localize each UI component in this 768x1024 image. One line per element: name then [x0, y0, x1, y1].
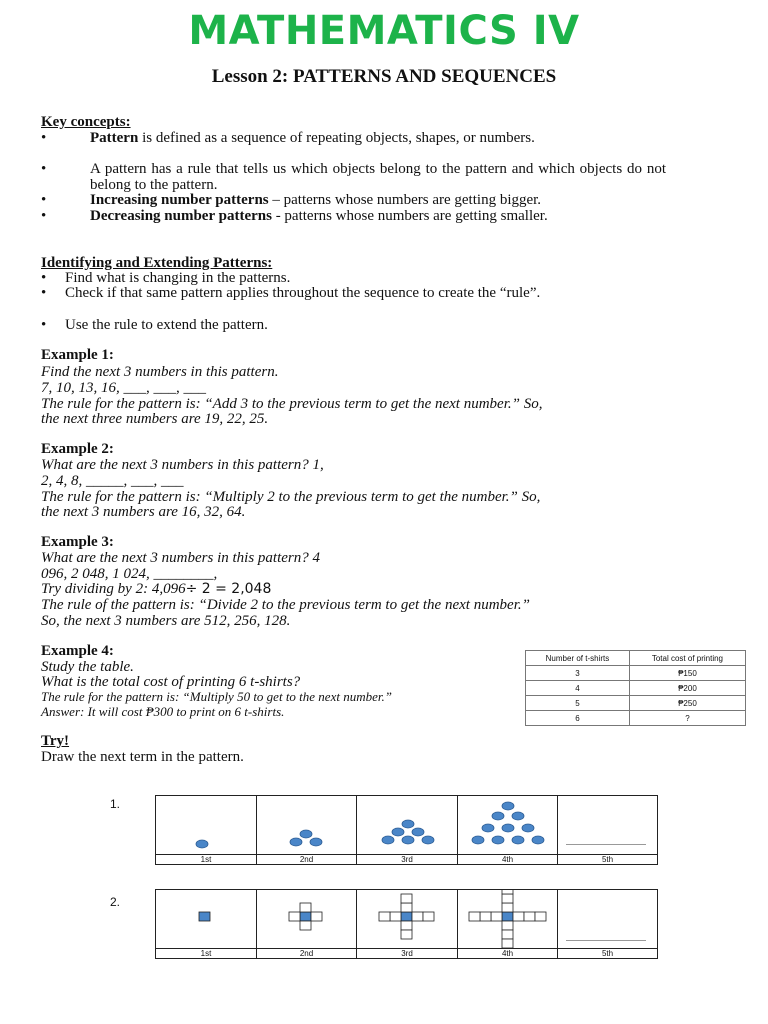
dot-shape: [502, 802, 514, 810]
example-1-line: the next three numbers are 19, 22, 25.: [41, 411, 269, 427]
dot-shape: [422, 836, 434, 844]
table-row: [526, 696, 746, 711]
arm-square: [502, 939, 513, 948]
try-instruction: Draw the next term in the pattern.: [41, 749, 244, 765]
page-title: MATHEMATICS IV: [188, 8, 580, 54]
example-2-line: 2, 4, 8, _____, ___, ___: [41, 473, 184, 489]
center-square: [502, 912, 513, 921]
example-2-line: the next 3 numbers are 16, 32, 64.: [41, 504, 246, 520]
identifying-heading: Identifying and Extending Patterns:: [41, 255, 273, 271]
dot-shape: [502, 824, 514, 832]
pattern-2-grid: [155, 889, 658, 959]
dot-shape: [532, 836, 544, 844]
identify-text: Find what is changing in the patterns.: [65, 270, 291, 286]
table-cell: 4: [526, 681, 630, 696]
bullet: •: [41, 285, 47, 301]
table-row: [526, 666, 746, 681]
example-2-label: Example 2:: [41, 441, 114, 457]
table-cell: 6: [526, 711, 630, 726]
dot-shape: [472, 836, 484, 844]
arm-square: [289, 912, 300, 921]
arm-square: [412, 912, 423, 921]
example-3-division: [41, 581, 271, 598]
arm-square: [502, 890, 513, 894]
table-cell: 5: [526, 696, 630, 711]
bullet: •: [41, 270, 47, 286]
table-header: Total cost of printing: [629, 651, 745, 666]
arm-square: [469, 912, 480, 921]
dot-shape: [382, 836, 394, 844]
example-2-line: The rule for the pattern is: “Multiply 2 to the previous term to get the number.” So,: [41, 489, 541, 505]
dot-shape: [492, 812, 504, 820]
arm-square: [524, 912, 535, 921]
bullet: •: [41, 317, 47, 333]
pattern-1-number: 1.: [110, 797, 121, 811]
arm-square: [423, 912, 434, 921]
example-3-line: The rule of the pattern is: “Divide 2 to the previous term to get the next number.”: [41, 597, 530, 613]
example-4-label: Example 4:: [41, 643, 114, 659]
identify-text: Check if that same pattern applies throughout the sequence to create the “rule”.: [65, 285, 541, 301]
key-concept-item: [41, 162, 666, 194]
dot-shape: [512, 812, 524, 820]
arm-square: [379, 912, 390, 921]
dot-shape: [290, 838, 302, 846]
example-3-line: So, the next 3 numbers are 512, 256, 128.: [41, 613, 291, 629]
dot-shape: [402, 836, 414, 844]
arm-square: [401, 930, 412, 939]
bullet: •: [41, 208, 47, 224]
dot-shape: [412, 828, 424, 836]
arm-square: [513, 912, 524, 921]
table-cell: ₱250: [629, 696, 745, 711]
key-concepts-heading: Key concepts:: [41, 114, 131, 130]
bullet: •: [41, 192, 47, 208]
term-label: 5th: [558, 854, 657, 864]
cost-table: [525, 650, 746, 726]
example-3-label: Example 3:: [41, 534, 114, 550]
arm-square: [502, 930, 513, 939]
pattern-2-number: 2.: [110, 895, 121, 909]
table-cell: 3: [526, 666, 630, 681]
arm-square: [502, 903, 513, 912]
example-4-answer: Answer: It will cost ₱300 to print on 6 t-shirts.: [41, 704, 285, 719]
division-text: Try dividing by 2: 4,096: [41, 581, 186, 597]
center-square: [300, 912, 311, 921]
example-4-line: What is the total cost of printing 6 t-shirts?: [41, 674, 301, 690]
arm-square: [401, 894, 412, 903]
division-result: ÷ 2 = 2,048: [185, 581, 272, 597]
arm-square: [491, 912, 502, 921]
identify-item: [41, 318, 641, 334]
term-label: 3rd: [357, 854, 457, 864]
term-label: 1st: [156, 948, 256, 958]
dot-shape: [300, 830, 312, 838]
identify-item: [41, 286, 641, 318]
squares-pattern: [156, 890, 657, 948]
arm-square: [300, 921, 311, 930]
arm-square: [311, 912, 322, 921]
example-4-line: The rule for the pattern is: “Multiply 50 to get to the next number.”: [41, 689, 392, 704]
arm-square: [401, 921, 412, 930]
table-row: [526, 711, 746, 726]
dot-shape: [392, 828, 404, 836]
dot-shape: [522, 824, 534, 832]
dot-shape: [512, 836, 524, 844]
arm-square: [480, 912, 491, 921]
dot-shape: [310, 838, 322, 846]
example-3-line: 096, 2 048, 1 024, ________,: [41, 566, 218, 582]
dot-shape: [402, 820, 414, 828]
table-header: Number of t-shirts: [526, 651, 630, 666]
table-header-row: [526, 651, 746, 666]
term-label: 5th: [558, 948, 657, 958]
table-cell: ?: [629, 711, 745, 726]
example-1-label: Example 1:: [41, 347, 114, 363]
example-3-line: What are the next 3 numbers in this pattern? 4: [41, 550, 320, 566]
pattern-1-grid: [155, 795, 658, 865]
lesson-title: Lesson 2: PATTERNS AND SEQUENCES: [211, 66, 557, 87]
term-text: - patterns whose numbers are getting smaller.: [271, 208, 548, 224]
term-label: 3rd: [357, 948, 457, 958]
term-bold: Pattern: [90, 130, 139, 146]
arm-square: [401, 903, 412, 912]
table-row: [526, 681, 746, 696]
example-4-line: Study the table.: [41, 659, 134, 675]
term-label: 4th: [458, 948, 557, 958]
center-square: [401, 912, 412, 921]
arm-square: [390, 912, 401, 921]
key-concept-item: [41, 193, 666, 209]
example-1-line: The rule for the pattern is: “Add 3 to the previous term to get the next number.” So,: [41, 396, 543, 412]
term-bold: Decreasing number patterns: [90, 208, 272, 224]
arm-square: [502, 894, 513, 903]
table-cell: ₱150: [629, 666, 745, 681]
term-label: 2nd: [257, 948, 356, 958]
term-text: – patterns whose numbers are getting bigger.: [268, 192, 542, 208]
arm-square: [502, 921, 513, 930]
term-text: is defined as a sequence of repeating objects, shapes, or numbers.: [138, 130, 535, 146]
identify-text: Use the rule to extend the pattern.: [65, 317, 268, 333]
table-cell: ₱200: [629, 681, 745, 696]
key-concept-item: [41, 131, 666, 163]
term-text: A pattern has a rule that tells us which objects belong to the pattern and which objects do not belong to the pattern.: [90, 161, 666, 193]
arm-square: [535, 912, 546, 921]
term-label: 4th: [458, 854, 557, 864]
key-concept-item: [41, 209, 666, 241]
example-1-line: 7, 10, 13, 16, ___, ___, ___: [41, 380, 206, 396]
example-2-line: What are the next 3 numbers in this pattern? 1,: [41, 457, 324, 473]
dot-shape: [482, 824, 494, 832]
dot-shape: [492, 836, 504, 844]
term-bold: Increasing number patterns: [90, 192, 269, 208]
term-label: 1st: [156, 854, 256, 864]
arm-square: [300, 903, 311, 912]
try-heading: Try!: [41, 733, 70, 749]
example-1-line: Find the next 3 numbers in this pattern.: [41, 364, 279, 380]
bullet: •: [41, 130, 47, 146]
term-label: 2nd: [257, 854, 356, 864]
center-square: [199, 912, 210, 921]
dot-shape: [196, 840, 208, 848]
dots-pattern: [156, 796, 657, 854]
bullet: •: [41, 161, 47, 177]
